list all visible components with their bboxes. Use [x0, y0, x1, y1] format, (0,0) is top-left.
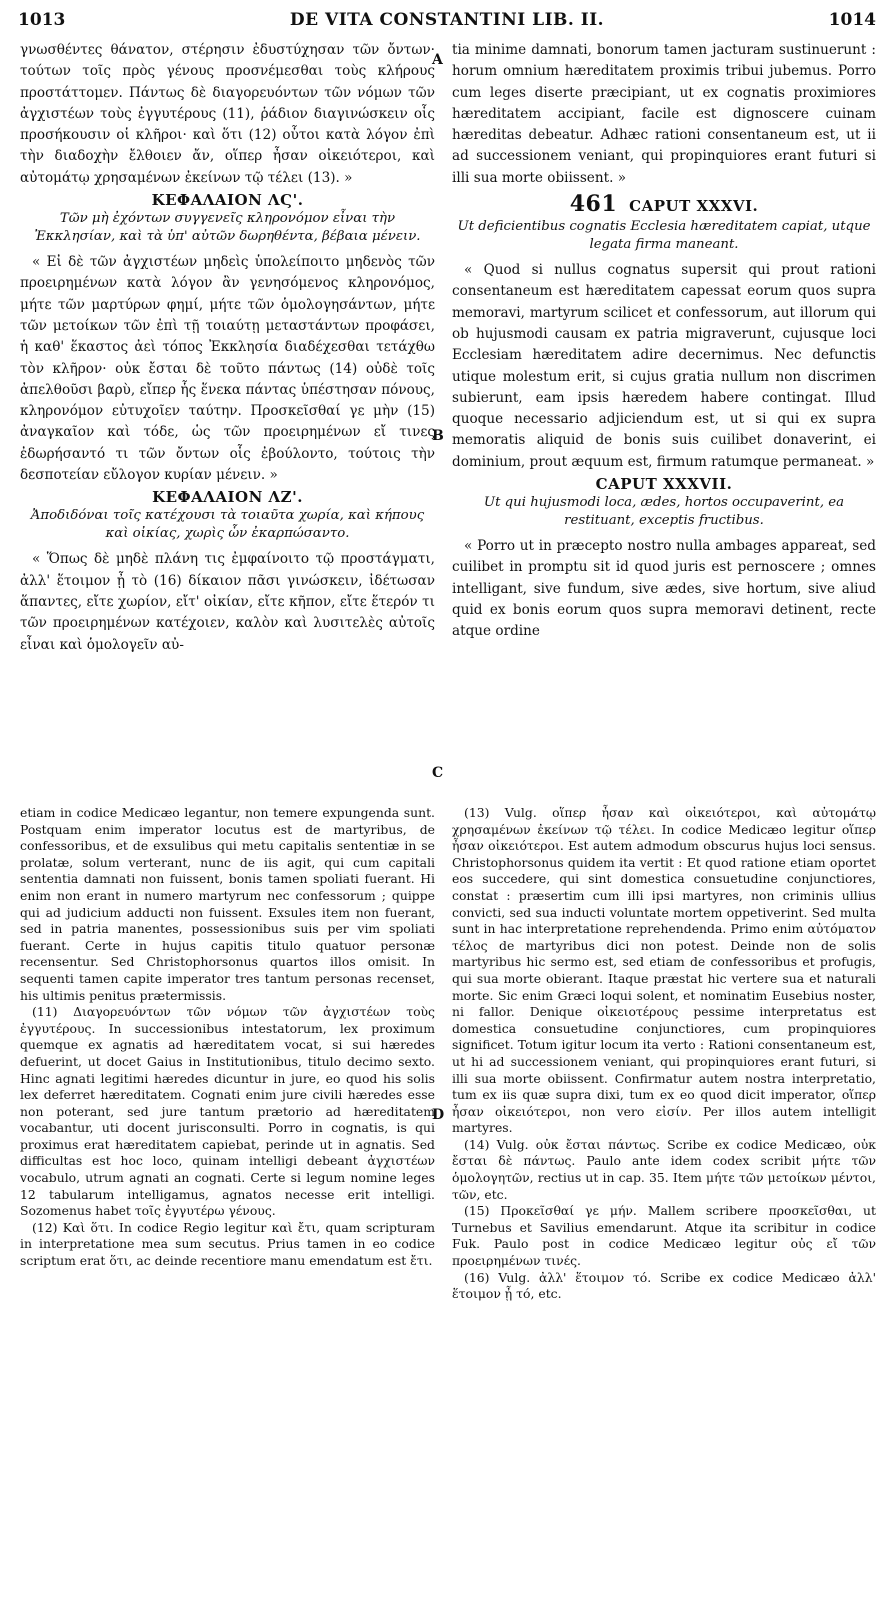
note-15: (15) Προκεῖσθαί γε μήν. Mallem scribere προσκεῖσθαι, ut Turnebus et Savilius emendarunt. Atque ita scribitur in codice Fuk. Paulo post in codice Medicæo legitur οὐς εἴ τῶν προειρημένων τινές.	[452, 1203, 876, 1269]
latin-chapter-36-summary: Ut deficientibus cognatis Ecclesia hæreditatem capiat, utque legata firma maneant.	[457, 219, 871, 253]
running-header	[18, 6, 876, 34]
page-number-left: 1013	[18, 10, 66, 30]
margin-letter-b: B	[432, 428, 444, 444]
column-number: 461	[569, 191, 618, 218]
greek-chapter-36-summary: Τῶν μὴ ἐχόντων συγγενεῖς κληρονόμον εἶναι τὴν Ἐκκλησίαν, καὶ τὰ ὑπ' αὐτῶν δωρηθέντα, βέβαια μένειν.	[34, 211, 421, 245]
latin-chapter-37-summary: Ut qui hujusmodi loca, ædes, hortos occupaverint, ea restituant, exceptis fructibus.	[483, 495, 845, 529]
latin-chapter-37-heading: CAPUT XXXVII.	[595, 475, 733, 494]
greek-paragraph-3: « Ὅπως δὲ μηδὲ πλάνη τις ἐμφαίνοιτο τῷ προστάγματι, ἀλλ' ἕτοιμον ᾖ τὸ (16) δίκαιον πᾶσι γινώσκειν, ἰδέτωσαν ἅπαντες, εἴτε χωρίον, εἴτ' οἰκίαν, εἴτε κῆπον, εἴτε ἕτερόν τι τῶν προειρημένων κατέχοιεν, καλὸν καὶ λυσιτελὲς αὐτοῖς εἶναι καὶ ὁμολογεῖν αὐ-	[20, 551, 435, 653]
note-16: (16) Vulg. ἀλλ' ἕτοιμον τό. Scribe ex codice Medicæo ἀλλ' ἕτοιμον ᾖ τό, etc.	[452, 1269, 876, 1302]
margin-letter-c: C	[432, 765, 444, 781]
notes-left-column	[20, 805, 435, 1270]
page-number-right: 1014	[828, 10, 876, 30]
greek-chapter-37-heading: ΚΕΦΑΛΑΙΟΝ ΛΖ'.	[152, 488, 303, 507]
greek-chapter-36-heading: ΚΕΦΑΛΑΙΟΝ ΛϚ'.	[151, 191, 304, 210]
latin-chapter-36-heading-row	[452, 191, 876, 217]
latin-paragraph-2: « Quod si nullus cognatus supersit qui prout rationi consentaneum est hæreditatem capessat eorum quos supra memoravi, martyrum scilicet et confessorum, aut illorum qui ob hujusmodi causam ex patria migraverunt, cujusque loci Ecclesiam hæreditatem adire decernimus. Nec defunctis utique molestum erit, si cujus gratia nullum non discrimen subierunt, eam ipsis hæredem habere contingat. Illud quoque necessario adjiciendum est, ut si qui ex supra memoratis aliquid de bonis suis cuilibet donaverint, ei dominium, prout æquum est, firmum ratumque permaneat. »	[452, 262, 876, 470]
note-12: (12) Καὶ ὅτι. In codice Regio legitur καὶ ἔτι, quam scripturam in interpretatione mea sum secutus. Prius tamen in eo codice scriptum erat ὅτι, ac deinde recentiore manu emendatum est ἔτι.	[20, 1219, 435, 1269]
note-continuation: etiam in codice Medicæo legantur, non temere expungenda sunt. Postquam enim imperator locutus est de martyribus, de confessoribus, et de exsulibus qui metu capitalis sententiæ in se prolatæ, solum verterant, nunc de iis agit, qui cum capitali sententia damnati non fuissent, bonis tamen spoliati fuerant. Hi enim non erant in numero martyrum nec confessorum ; quippe qui ad judicium adducti non fuissent. Exsules item non fuerant, sed in patria manentes, possessionibus suis per vim spoliati fuerant. Certe in hujus capitis titulo quatuor personæ recensentur. Sed Christophorsonus quartos illos omisit. In sequenti tamen capite imperator tres tantum personas recenset, his ultimis penitus prætermissis.	[20, 805, 435, 1003]
latin-chapter-36-heading: CAPUT XXXVI.	[629, 197, 759, 216]
latin-text-column	[452, 40, 876, 643]
greek-paragraph-1: γνωσθέντες θάνατον, στέρησιν ἐδυστύχησαν τῶν ὄντων· τούτων τοῖς πρὸς γένους προσνέμεσθαι τοὺς κλήρους προστάττομεν. Πάντως δὲ διαγορευόντων τῶν νόμων τῶν ἀγχιστέων τοὺς ἐγγυτέρους (11), ῥάδιον διαγινώσκειν οἷς προσήκουσιν οἱ κλῆροι· καὶ ὅτι (12) οὗτοι κατὰ λόγον ἐπὶ τὴν διαδοχὴν ἔλθοιεν ἄν, οἵπερ ἦσαν οἰκειότεροι, καὶ αὐτομάτῳ χρησαμένων ἐκείνων τῷ τέλει (13). »	[20, 42, 435, 186]
note-13: (13) Vulg. οἵπερ ἦσαν καὶ οἰκειότεροι, καὶ αὐτομάτῳ χρησαμένων ἐκείνων τῷ τέλει. In codice Medicæo legitur οἵπερ ἦσαν οἰκειότεροι. Est autem admodum obscurus hujus loci sensus. Christophorsonus quidem ita vertit : Et quod ratione etiam oportet eos succedere, qui sint domestica consuetudine conjunctiores, constat : præsertim cum illi ipsi martyres, non criminis ullius convicti, sed sua inducti voluntate mortem oppetiverint. Sed multa sunt in hac interpretatione reprehendenda. Primo enim αὐτόματον τέλος de martyribus dici non potest. Deinde non de solis martyribus hic sermo est, sed etiam de confessoribus et profugis, qui sua morte obierant. Itaque præstat hic vertere sua et naturali morte. Sic enim Græci loqui solent, et nominatim Eusebius noster, ni fallor. Denique οἰκειοτέρους pessime interpretatus est domestica consuetudine conjunctiores, cum propinquiores significet. Totum igitur locum ita verto : Rationi consentaneum est, ut hi ad successionem veniant, qui propinquiores erant futuri, si illi sua morte obiissent. Confirmatur autem nostra interpretatio, tum ex iis quæ supra dixi, tum ex eo quod dicit imperator, οἵπερ ἦσαν οἰκειότεροι, non vero εἰσίν. Per illos autem intelligit martyres.	[452, 805, 876, 1136]
running-title: DE VITA CONSTANTINI LIB. II.	[289, 10, 605, 30]
note-11: (11) Διαγορευόντων τῶν νόμων τῶν ἀγχιστέων τοὺς ἐγγυτέρους. In successionibus intestatorum, lex proximum quemque ex agnatis ad hæreditatem vocat, si sui hæredes defuerint, ut docet Gaius in Institutionibus, titulo decimo sexto. Hinc agnati legitimi hæredes dicuntur in jure, eo quod his solis lex deferret hæreditatem. Cognati enim jure civili hæredes esse non poterant, sed jure tantum prætorio ad hæreditatem vocabantur, uti docent jurisconsulti. Porro in cognatis, is qui proximus erat hæreditatem capiebat, perinde ut in agnatis. Sed difficultas est hoc loco, quinam intelligi debeant ἀγχιστέων vocabulo, utrum agnati an cognati. Certe si legum nomine leges 12 tabularum intelligamus, agnatos necesse erit intelligi. Sozomenus habet τοῖς ἐγγυτέρω γένους.	[20, 1004, 435, 1219]
margin-letter-a: A	[432, 52, 443, 68]
latin-paragraph-1: tia minime damnati, bonorum tamen jacturam sustinuerunt : horum omnium hæreditatem proximis tribui jubemus. Porro cum leges diserte præcipiant, ut ex cognatis proximiores hæreditatem accipiant, facile est dignoscere cuinam hæreditas debeatur. Adhæc rationi consentaneum est, ut ii ad successionem veniant, qui propinquiores erant futuri si illi sua morte obiissent. »	[452, 42, 876, 186]
greek-text-column	[20, 40, 435, 656]
greek-paragraph-2: « Εἰ δὲ τῶν ἀγχιστέων μηδεὶς ὑπολείποιτο μηδενὸς τῶν προειρημένων κατὰ λόγον ἂν γενησόμενος κληρονόμος, μήτε τῶν μαρτύρων φημί, μήτε τῶν ὁμολογησάντων, μήτε τῶν μετοίκων τῶν ἐπὶ τῇ τοιαύτῃ μεταστάντων προφάσει, ἡ καθ' ἕκαστος ἀεὶ τόπος Ἐκκλησία διαδέχεσθαι τετάχθω τὸν κλῆρον· οὐκ ἔσται δὲ τοῦτο πάντως (14) οὐδὲ τοῖς ἀπελθοῦσι βαρὺ, εἴπερ ἧς ἕνεκα πάντας ὑπέστησαν πόνους, κληρονόμον εὐτυχοῖεν ταύτην. Προσκεῖσθαί γε μὴν (15) ἀναγκαῖον καὶ τόδε, ὡς τῶν προειρημένων εἴ τινες ἐδωρήσαντό τι τῶν ὄντων οἷς ἐβούλοντο, τούτοις τὴν δεσποτείαν εὔλογον κυρίαν μένειν. »	[20, 254, 435, 484]
note-14: (14) Vulg. οὐκ ἔσται πάντως. Scribe ex codice Medicæo, οὐκ ἔσται δὲ πάντως. Paulo ante idem codex scribit μήτε τῶν ὁμολογητῶν, rectius ut in cap. 35. Item μήτε τῶν μετοίκων μέντοι, τῶν, etc.	[452, 1136, 876, 1202]
greek-chapter-37-summary: Ἀποδιδόναι τοῖς κατέχουσι τὰ τοιαῦτα χωρία, καὶ κήπους καὶ οἰκίας, χωρὶς ὧν ἐκαρπώσαντο.	[30, 508, 425, 542]
latin-paragraph-3: « Porro ut in præcepto nostro nulla ambages appareat, sed cuilibet in promptu sit id quod juris est pernoscere ; omnes intelligant, sive fundum, sive ædes, sive hortum, sive aliud quid ex bonis eorum quos supra memoravi detinent, recte atque ordine	[452, 538, 876, 640]
margin-letter-d: D	[432, 1107, 445, 1123]
notes-right-column	[452, 805, 876, 1303]
